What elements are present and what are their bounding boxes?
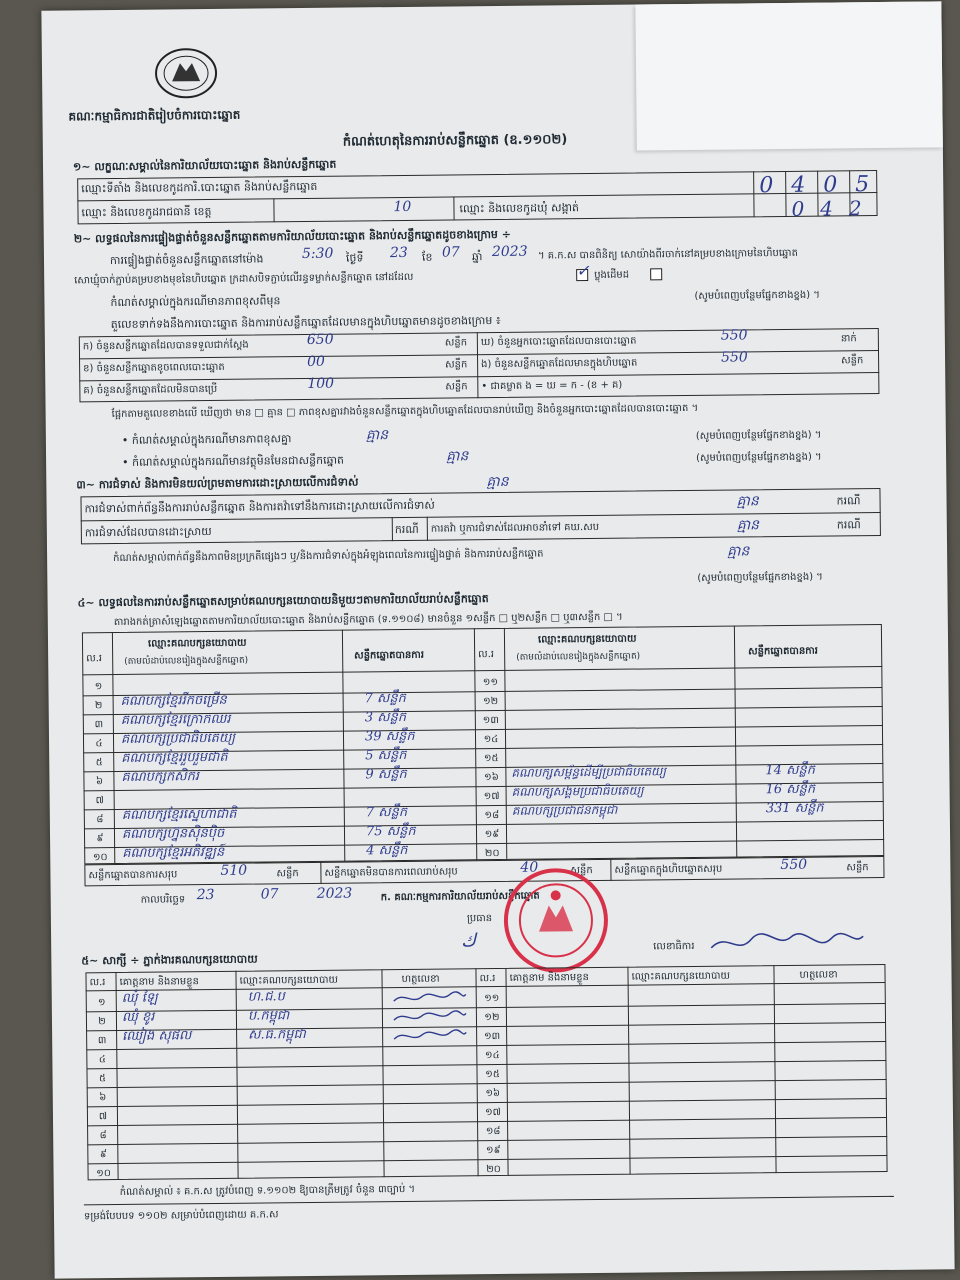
year-label: ឆ្នាំ <box>471 250 483 264</box>
witness-no: ១៥ <box>485 1069 500 1081</box>
result-votes: 7 សន្លឹក <box>365 804 408 821</box>
result-no: ១៥ <box>483 753 499 765</box>
figure-unit: សន្លឹក <box>445 381 468 393</box>
date-day: 23 <box>196 886 215 904</box>
figure-value-right: 550 <box>720 349 748 366</box>
result-votes: 75 សន្លឹក <box>365 823 416 840</box>
office-code: 0405 <box>759 171 888 199</box>
section2-title: ២~ លទ្ធផលនៃការផ្ទៀងផ្ទាត់ចំនួនសន្លឹកឆ្នោតតាមការិយាល័យបោះឆ្នោត និងរាប់សន្លឹកឆ្នោតដូចខាងក្រោម ÷ <box>73 227 511 246</box>
result-party: គណបក្សសម្ព័ន្ធដើម្បីប្រជាធិបតេយ្យ <box>511 764 667 780</box>
form-footer: ទម្រង់បែបបទ ១១០២ សម្រាប់បំពេញដោយ គ.ក.ស <box>83 1209 279 1223</box>
w-col-sign-right: ហត្ថលេខា <box>799 969 838 981</box>
object-bullet: • កំណត់សម្គាល់ក្នុងករណីមានវត្ថុមិនមែនជាសន្លឹកឆ្នោត <box>122 453 345 469</box>
result-party: គណបក្សខ្មែររួបរួមជាតិ <box>121 749 228 766</box>
figure-unit-right: សន្លឹក <box>841 355 864 367</box>
witness-no: ៣ <box>97 1035 107 1047</box>
col-votes-left: សន្លឹកឆ្នោតបានការ <box>354 649 425 662</box>
nec-emblem-logo <box>152 45 221 102</box>
unit-2: សន្លឹក <box>570 865 593 877</box>
chair-signature: ﻙ <box>461 930 477 952</box>
section5-title: ៥~ សាក្សី ÷ ភ្នាក់ងារគណបក្សនយោបាយ <box>81 952 258 968</box>
col-no-left: ល.រ <box>86 653 103 665</box>
result-votes: 331 សន្លឹក <box>765 800 824 817</box>
day-label: ថ្ងៃទី <box>345 251 364 265</box>
figure-value: 100 <box>307 375 335 392</box>
result-no: ១០ <box>92 852 108 864</box>
committee-label: ក. គណៈកម្មការការិយាល័យរាប់សន្លឹកឆ្នោត <box>380 890 540 904</box>
case-label-3: ករណី <box>836 518 861 532</box>
verify-text-2: ។ គ.ក.ស បានពិនិត្យ សោយ៉ាងពីរចាក់នៅគម្របខាងក្រោមនៃហិបឆ្នោត <box>537 247 798 262</box>
location-label: ឈ្មោះទីតាំង និងលេខកូដការិ.បោះឆ្នោត និងរាប់សន្លឹកឆ្នោត <box>81 179 318 196</box>
result-party: គណបក្សសង្គមប្រជាធិបតេយ្យ <box>511 783 644 799</box>
witness-no: ៩ <box>99 1149 107 1161</box>
result-no: ៤ <box>95 738 103 750</box>
diff-bullet: • កំណត់សម្គាល់ក្នុងករណីមានភាពខុសគ្នា <box>121 432 292 447</box>
figure-unit: សន្លឹក <box>444 337 468 349</box>
document-paper <box>41 1 954 1278</box>
verify-day: 23 <box>389 244 408 262</box>
result-no: ៧ <box>95 795 104 807</box>
w-col-no-right: ល.រ <box>479 973 496 985</box>
col-no-right: ល.រ <box>478 649 495 661</box>
result-votes: 3 សន្លឹក <box>364 709 407 726</box>
witness-no: ១៧ <box>485 1106 501 1119</box>
figures-intro: តួលេខទាក់ទងនឹងការបោះឆ្នោត និងការរាប់សន្លឹកឆ្នោតដែលមានក្នុងហិបឆ្នោតមានដូចខាងក្រោម ៖ <box>110 313 501 332</box>
appeal-none: គ្មាន <box>736 517 760 534</box>
witness-no: ២០ <box>486 1163 501 1176</box>
complaint-row1-none: គ្មាន <box>736 493 759 510</box>
date-year: 2023 <box>316 885 353 902</box>
col-party-right: ឈ្មោះគណបក្សនយោបាយ <box>537 633 637 646</box>
case-label-1: ករណី <box>836 494 861 508</box>
result-party: គណបក្សខ្មែរក្រោកឈរ <box>120 711 231 728</box>
w-col-party-left: ឈ្មោះគណបក្សនយោបាយ <box>239 974 339 987</box>
figure-label-right: ង) ចំនួនសន្លឹកឆ្នោតដែលមានក្នុងហិបឆ្នោត <box>481 357 638 371</box>
object-none: គ្មាន <box>445 448 469 465</box>
result-party: គណបក្សប្រជាធិបតេយ្យ <box>120 730 236 747</box>
compare-line: ផ្អែកតាមតួលេខខាងលើ ឃើញថា មាន □ គ្មាន □ ភាពខុសគ្នារវាងចំនួនសន្លឹកឆ្នោតក្នុងហិបឆ្នោតដែលបានរាប់ឃើញ និងចំនួនអ្នកបោះឆ្នោតដែលបានបោះឆ្នោត ។ <box>111 402 699 421</box>
col-party-sub-left: (តាមលំដាប់លេខរៀងក្នុងសន្លឹកឆ្នោត) <box>124 655 249 667</box>
col-votes-right: សន្លឹកឆ្នោតបានការ <box>748 645 819 658</box>
result-party: គណបក្សប្រជាជនកម្ពុជា <box>511 802 618 818</box>
complaint-row1: ការជំទាស់ពាក់ព័ន្ធនឹងការរាប់សន្លឹកឆ្នោត និងការតវ៉ាទៅនឹងការដោះស្រាយលើការជំទាស់ <box>84 498 435 516</box>
date-month: 07 <box>260 886 279 903</box>
result-no: ១៣ <box>482 714 499 727</box>
result-party: គណបក្សហ្វ៊ុនស៊ិនប៉ិច <box>121 825 225 842</box>
result-no: ៥ <box>95 757 103 769</box>
secretary-label: លេខាធិការ <box>653 940 695 953</box>
result-no: ២ <box>94 700 103 712</box>
date-label: កាលបរិច្ឆេទ <box>140 894 186 906</box>
total-invalid-label: សន្លឹកឆ្នោតមិនបានការពេលរាប់សរុប <box>324 866 458 879</box>
w-col-party-right: ឈ្មោះគណបក្សនយោបាយ <box>631 970 731 983</box>
result-party: គណបក្សខ្មែរអភិវឌ្ឍន៍ <box>122 844 225 861</box>
figure-label: គ) ចំនួនសន្លឹកឆ្នោតដែលមិនបានប្រើ <box>83 383 218 397</box>
result-no: ៩ <box>96 833 104 845</box>
result-no: ១៧ <box>483 790 500 803</box>
w-col-name-left: គោត្តនាម និងនាមខ្លួន <box>119 976 199 988</box>
result-votes: 16 សន្លឹក <box>765 781 816 798</box>
commune-label: ឈ្មោះ និងលេខកូដឃុំ សង្កាត់ <box>459 201 580 216</box>
intact-label: ប្លុងដើមដ <box>594 269 630 281</box>
result-votes: 7 សន្លឹក <box>364 690 406 707</box>
fill-hint-3: (សូមបំពេញបន្ថែមផ្នែកខាងខ្នង) ។ <box>696 451 822 464</box>
result-party: គណបក្សខ្មែរស្នេហាជាតិ <box>121 806 237 823</box>
witness-no: ១៣ <box>484 1030 501 1043</box>
verify-month: 07 <box>441 244 460 261</box>
result-votes: 9 សន្លឹក <box>365 766 407 783</box>
figure-value-right: 550 <box>720 327 748 344</box>
diff-note-label: កំណត់សម្គាល់ក្នុងករណីមានភាពខុសពីមុន <box>110 294 281 310</box>
secretary-signature <box>707 928 867 958</box>
section3-title: ៣~ ការជំទាស់ និងការមិនយល់ព្រមតាមការដោះស្រាយលើការជំទាស់ <box>76 475 359 492</box>
result-no: ១២ <box>483 696 499 708</box>
result-no: ១៦ <box>484 771 499 784</box>
figure-value: 00 <box>306 353 325 370</box>
witness-signature <box>390 988 470 1007</box>
irregularity-note: កំណត់សម្គាល់ពាក់ព័ន្ធនឹងភាពមិនប្រក្រតីផ្សេងៗ ឬ/និងការជំទាស់ក្នុងអំឡុងពេលនៃការផ្ទៀងផ្ទាត់ និងការរាប់សន្លឹកឆ្នោត <box>113 548 544 565</box>
witness-no: ១៩ <box>485 1145 501 1157</box>
diff-none: គ្មាន <box>365 427 389 444</box>
result-no: ១៤ <box>483 734 499 746</box>
result-party: គណបក្សខ្មែររីកចម្រើន <box>120 692 227 709</box>
figure-label: ខ) ចំនួនសន្លឹកឆ្នោតខូចពេលបោះឆ្នោត <box>83 361 225 375</box>
result-no: ១១ <box>482 677 499 689</box>
witness-no: ៦ <box>99 1092 107 1104</box>
result-votes: 14 សន្លឹក <box>765 762 816 779</box>
result-votes: 4 សន្លឹក <box>366 842 408 859</box>
result-votes: 5 សន្លឹក <box>365 747 407 764</box>
province-code: 10 <box>393 198 412 216</box>
witness-name: ឈៀង សុផល <box>122 1028 192 1044</box>
result-no: ១៩ <box>484 828 500 841</box>
witness-no: ១៦ <box>485 1088 501 1100</box>
witness-no: ៨ <box>99 1130 107 1142</box>
result-no: ៨ <box>96 814 104 826</box>
col-party-left: ឈ្មោះគណបក្សនយោបាយ <box>147 637 247 650</box>
commune-code: 042 <box>791 196 878 221</box>
figure-label: ក) ចំនួនសន្លឹកឆ្នោតដែលបានទទួលជាក់ស្តែង <box>82 339 249 353</box>
w-col-name-right: គោត្តនាម និងនាមខ្លួន <box>509 972 589 984</box>
figure-unit-right: នាក់ <box>840 333 857 345</box>
result-party: គណបក្សកសិករ <box>121 769 200 785</box>
witness-no: ២ <box>98 1016 106 1028</box>
fill-hint-1: (សូមបំពេញបន្ថែមផ្នែកខាងខ្នង) ។ <box>694 289 820 302</box>
chair-title: ប្រធាន <box>466 913 493 925</box>
case-label-2: ករណី <box>394 522 419 537</box>
witness-no: ៥ <box>98 1073 107 1085</box>
result-no: ១ <box>94 681 103 693</box>
w-col-no-left: ល.រ <box>89 977 106 989</box>
witness-party: ហ.ជ.ប <box>247 989 285 1005</box>
result-no: ១៨ <box>484 809 500 822</box>
witness-party: ស.ធ.កម្ពុជា <box>248 1027 306 1043</box>
province-label: ឈ្មោះ និងលេខកូដរាជធានី ខេត្ត <box>81 204 212 220</box>
witness-no: ១០ <box>96 1168 111 1180</box>
witness-no: ៧ <box>98 1111 108 1123</box>
complaint-row2: ការជំទាស់ដែលបានដោះស្រាយ <box>84 524 212 540</box>
section1-title: ១~ លក្ខណៈសម្គាល់នៃការិយាល័យបោះឆ្នោត និងរាប់សន្លឹកឆ្នោត <box>72 157 337 174</box>
unit-3: សន្លឹក <box>846 862 869 874</box>
total-box-label: សន្លឹកឆ្នោតក្នុងហិបឆ្នោតសរុប <box>614 863 723 876</box>
total-box: 550 <box>780 856 808 874</box>
appeal-label: ការតវ៉ា ឬការជំទាស់ដែលអាចនាំទៅ គឃ.សប <box>430 521 600 535</box>
result-no: ៣ <box>94 719 104 731</box>
intact-check-mark: ✓ <box>576 261 590 281</box>
figure-unit: សន្លឹក <box>445 359 468 371</box>
witness-no: ១ <box>97 997 106 1009</box>
section4-title: ៤~ លទ្ធផលនៃការរាប់សន្លឹកឆ្នោតសម្រាប់គណបក្សនយោបាយនិមួយៗតាមការិយាល័យរាប់សន្លឹកឆ្នោត <box>77 592 489 610</box>
witness-no: ៤ <box>98 1054 106 1066</box>
month-label: ខែ <box>421 250 433 264</box>
result-no: ២០ <box>484 847 500 860</box>
witness-party: ប.កម្ពុជា <box>247 1008 290 1024</box>
result-votes: 39 សន្លឹក <box>364 728 415 745</box>
fill-hint-2: (សូមបំពេញបន្ថែមផ្នែកខាងខ្នង) ។ <box>695 429 822 442</box>
result-no: ៦ <box>95 776 104 788</box>
fill-hint-4: (សូមបំពេញបន្ថែមផ្នែកខាងខ្នង) ។ <box>697 571 823 584</box>
witness-no: ១២ <box>484 1012 500 1024</box>
figure-label-right: • ជាគម្លាត ង = ឃ = ក - (ខ + គ) <box>481 379 623 393</box>
col-party-sub-right: (តាមលំដាប់លេខរៀងក្នុងសន្លឹកឆ្នោត) <box>516 651 641 663</box>
witness-signature <box>390 1007 470 1026</box>
sticky-note <box>635 1 943 150</box>
figure-value: 650 <box>306 331 334 348</box>
form-title: កំណត់ហេតុនៃការរាប់សន្លឹកឆ្នោត (ឧ.១១០២) <box>342 132 568 150</box>
complaint-none: គ្មាន <box>486 473 509 491</box>
figure-label-right: ឃ) ចំនួនអ្នកបោះឆ្នោតដែលបានបោះឆ្នោត <box>480 335 637 349</box>
witness-signature <box>390 1026 470 1045</box>
witness-name: ឈុំ ខូរ <box>121 1009 155 1025</box>
section4-subtitle: តារាងកត់ត្រាសំឡេងឆ្នោតតាមការិយាល័យបោះឆ្នោត និងរាប់សន្លឹកឆ្នោត (ទ.១១០៨) មានចំនួន ១សន្លឹក □ ឬ២សន្លឹក □ ឬ៣សន្លឹក □ ។ <box>113 611 623 629</box>
witness-name: ឈុំ ឡៃ <box>121 990 158 1006</box>
w-col-sign-left: ហត្ថលេខា <box>401 973 440 986</box>
witness-no: ១១ <box>484 993 500 1005</box>
changed-checkbox[interactable] <box>650 268 662 280</box>
section5-note: កំណត់សម្គាល់ ៖ គ.ក.ស ត្រូវបំពេញ ទ.១១០២ ឱ្យបានត្រឹមត្រូវ ចំនួន ៣ច្បាប់ ។ <box>119 1183 416 1198</box>
verify-text-3: សោឃ្មុំចាក់ភ្ជាប់គម្របខាងមុខនៃហិបឆ្នោត ក្រដាសបិទភ្ជាប់លើរន្ធទម្លាក់សន្លឹកឆ្នោត នៅដដែល <box>74 271 414 287</box>
witness-no: ១៨ <box>485 1126 501 1138</box>
org-name: គណៈកម្មាធិការជាតិរៀបចំការបោះឆ្នោត <box>68 107 241 124</box>
official-seal <box>500 865 611 976</box>
verify-year: 2023 <box>491 243 528 261</box>
witness-no: ១៤ <box>484 1050 500 1062</box>
total-invalid: 40 <box>520 859 539 876</box>
total-valid-label: សន្លឹកឆ្នោតបានការសរុប <box>88 869 178 882</box>
verify-time: 5:30 <box>301 245 334 263</box>
unit-1: សន្លឹក <box>276 868 299 880</box>
verify-text-1: ការផ្ទៀងផ្ទាត់ចំនួនសន្លឹកឆ្នោតនៅម៉ោង <box>109 252 264 268</box>
total-valid: 510 <box>220 862 248 879</box>
irregularity-none: គ្មាន <box>727 543 750 560</box>
